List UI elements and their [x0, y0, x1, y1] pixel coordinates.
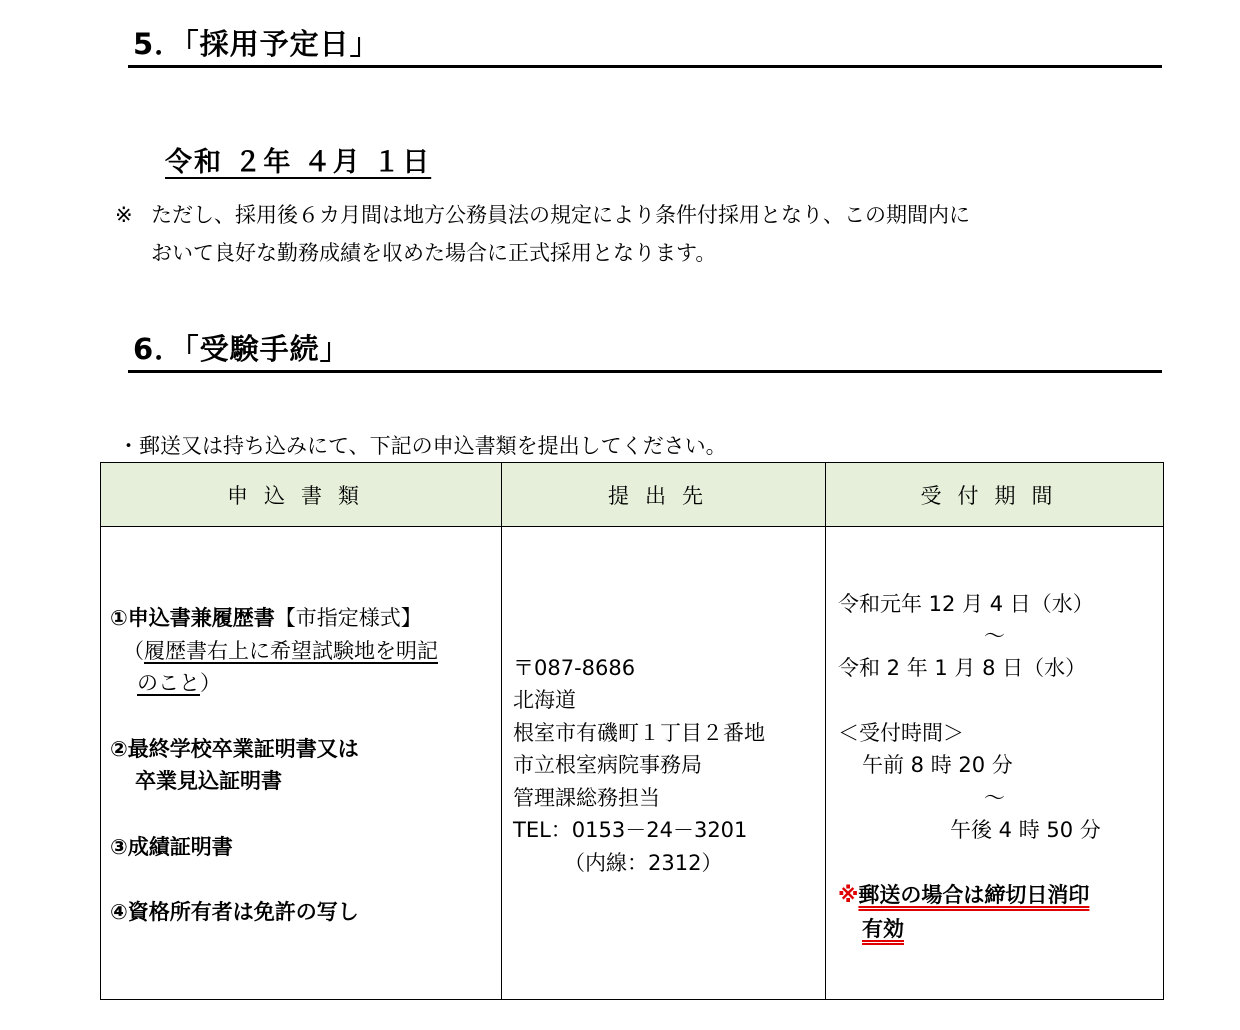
- organization: 市立根室病院事務局: [513, 753, 702, 777]
- mail-note-a: 郵送の場合は締切日消印: [858, 883, 1090, 907]
- documents-cell: [101, 527, 502, 1000]
- doc-item-1-label: ①申込書兼履歴書: [110, 606, 275, 630]
- hire-date: 令和 ２年 ４月 １日: [165, 147, 432, 178]
- hours-label: ＜受付時間＞: [838, 721, 964, 745]
- mail-note-mark: ※: [838, 883, 859, 907]
- destination-cell: [502, 527, 826, 1000]
- hours-end: 午後 4 時 50 分: [950, 818, 1101, 842]
- section-5-rule: [128, 65, 1162, 68]
- doc-item-2: ②最終学校卒業証明書又は: [110, 737, 359, 761]
- hours-tilde: ～: [984, 786, 1005, 810]
- mail-note-cont: [862, 913, 904, 943]
- doc-item-1: [110, 602, 422, 632]
- doc-item-3: ③成績証明書: [110, 835, 233, 859]
- mail-note: [838, 879, 1089, 909]
- period-end: 令和 2 年 1 月 8 日（水）: [838, 656, 1087, 680]
- note-line-1: ただし、採用後６カ月間は地方公務員法の規定により条件付採用となり、この期間内に: [151, 203, 970, 227]
- period-start: 令和元年 12 月 4 日（水）: [838, 592, 1094, 616]
- application-table: [100, 462, 1164, 1000]
- section-6-rule: [128, 370, 1162, 373]
- doc-item-1-note-cont: [137, 667, 221, 697]
- period-cell: [826, 527, 1164, 1000]
- address: 根室市有磯町１丁目２番地: [513, 721, 765, 745]
- prefecture: 北海道: [513, 688, 576, 712]
- table-header-row: [101, 463, 1164, 527]
- doc-item-1-note-b: のこと: [137, 671, 200, 695]
- header-period: 受付期間: [826, 463, 1164, 527]
- mail-note-b: 有効: [862, 917, 904, 941]
- doc-item-1-note: [123, 635, 438, 665]
- header-documents: 申込書類: [101, 463, 502, 527]
- table-row: [101, 527, 1164, 1000]
- extension: （内線：2312）: [564, 851, 723, 875]
- postal-code: 〒087-8686: [513, 656, 636, 680]
- paren-close: ）: [200, 671, 221, 695]
- doc-item-1-suffix: 【市指定様式】: [274, 606, 422, 630]
- paren-open: （: [123, 639, 144, 663]
- doc-item-1-note-a: 履歴書右上に希望試験地を明記: [144, 639, 438, 663]
- doc-item-4: ④資格所有者は免許の写し: [110, 900, 359, 924]
- hours-start: 午前 8 時 20 分: [862, 753, 1013, 777]
- note-line-2: おいて良好な勤務成績を収めた場合に正式採用となります。: [151, 241, 717, 265]
- procedure-intro: ・郵送又は持ち込みにて、下記の申込書類を提出してください。: [118, 434, 727, 458]
- note-mark: ※: [115, 203, 133, 227]
- department: 管理課総務担当: [513, 786, 660, 810]
- section-5-heading: 5．「採用予定日」: [133, 27, 380, 61]
- period-tilde: ～: [984, 624, 1005, 648]
- telephone: TEL：0153－24－3201: [513, 818, 748, 842]
- section-6-heading: 6．「受験手続」: [133, 332, 350, 366]
- doc-item-2-cont: 卒業見込証明書: [135, 769, 282, 793]
- header-destination: 提出先: [502, 463, 826, 527]
